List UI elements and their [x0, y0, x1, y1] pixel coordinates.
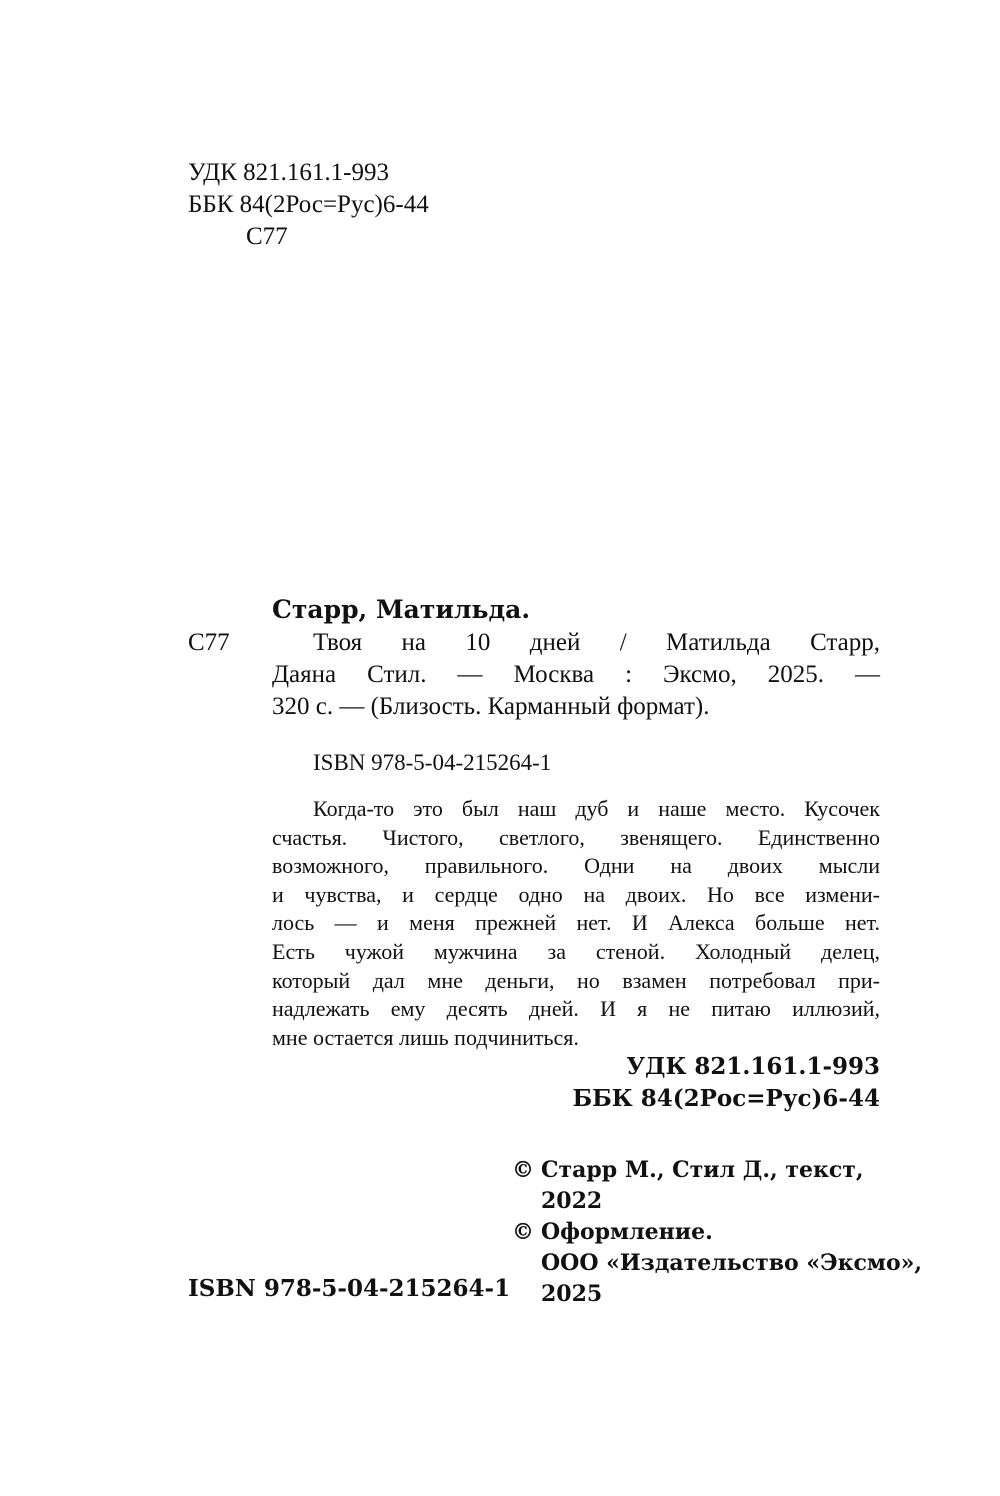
copyright-design-year: 2025	[541, 1281, 603, 1307]
author-sign-side: С77	[188, 629, 230, 656]
annotation-line: надлежать ему десять дней. И я не питаю иллюзий,	[272, 996, 880, 1022]
annotation-line: лось — и меня прежней нет. И Алекса больше нет.	[272, 910, 880, 936]
bbk-code-bottom: ББК 84(2Рос=Рус)6-44	[572, 1085, 880, 1112]
copyright-design: Оформление.	[541, 1219, 713, 1245]
copyright-text-holder: Старр М., Стил Д., текст,	[541, 1157, 864, 1183]
bibliographic-line: 320 с. — (Близость. Карманный формат).	[272, 693, 710, 720]
annotation-line: который дал мне деньги, но взамен потребовал при-	[272, 967, 880, 993]
isbn-bottom: ISBN 978-5-04-215264-1	[188, 1275, 511, 1302]
udk-code-bottom: УДК 821.161.1-993	[626, 1053, 880, 1080]
copyright-symbol: ©	[512, 1219, 534, 1245]
annotation-line: возможного, правильного. Одни на двоих мысли	[272, 853, 880, 879]
annotation-line: счастья. Чистого, светлого, звенящего. Единственно	[272, 824, 880, 850]
udk-code-top: УДК 821.161.1-993	[188, 159, 389, 186]
copyright-text-year: 2022	[541, 1188, 603, 1214]
author-heading: Старр, Матильда.	[272, 595, 531, 624]
annotation-line: Когда-то это был наш дуб и наше место. Кусочек	[313, 796, 880, 821]
annotation-line: Есть чужой мужчина за стеной. Холодный делец,	[272, 938, 880, 964]
bibliographic-line: Твоя на 10 дней / Матильда Старр,	[313, 629, 880, 656]
annotation	[272, 795, 880, 1052]
annotation-line: мне остается лишь подчиниться.	[272, 1024, 579, 1050]
bibliographic-line: Даяна Стил. — Москва : Эксмо, 2025. —	[272, 661, 880, 688]
annotation-line: и чувства, и сердце одно на двоих. Но все измени-	[272, 881, 880, 907]
bbk-code-top: ББК 84(2Рос=Рус)6-44	[188, 191, 429, 218]
copyright-publisher: ООО «Издательство «Эксмо»,	[541, 1250, 923, 1276]
author-sign-top: С77	[246, 223, 288, 250]
copyright-symbol: ©	[512, 1157, 534, 1183]
isbn-entry: ISBN 978-5-04-215264-1	[313, 750, 552, 775]
